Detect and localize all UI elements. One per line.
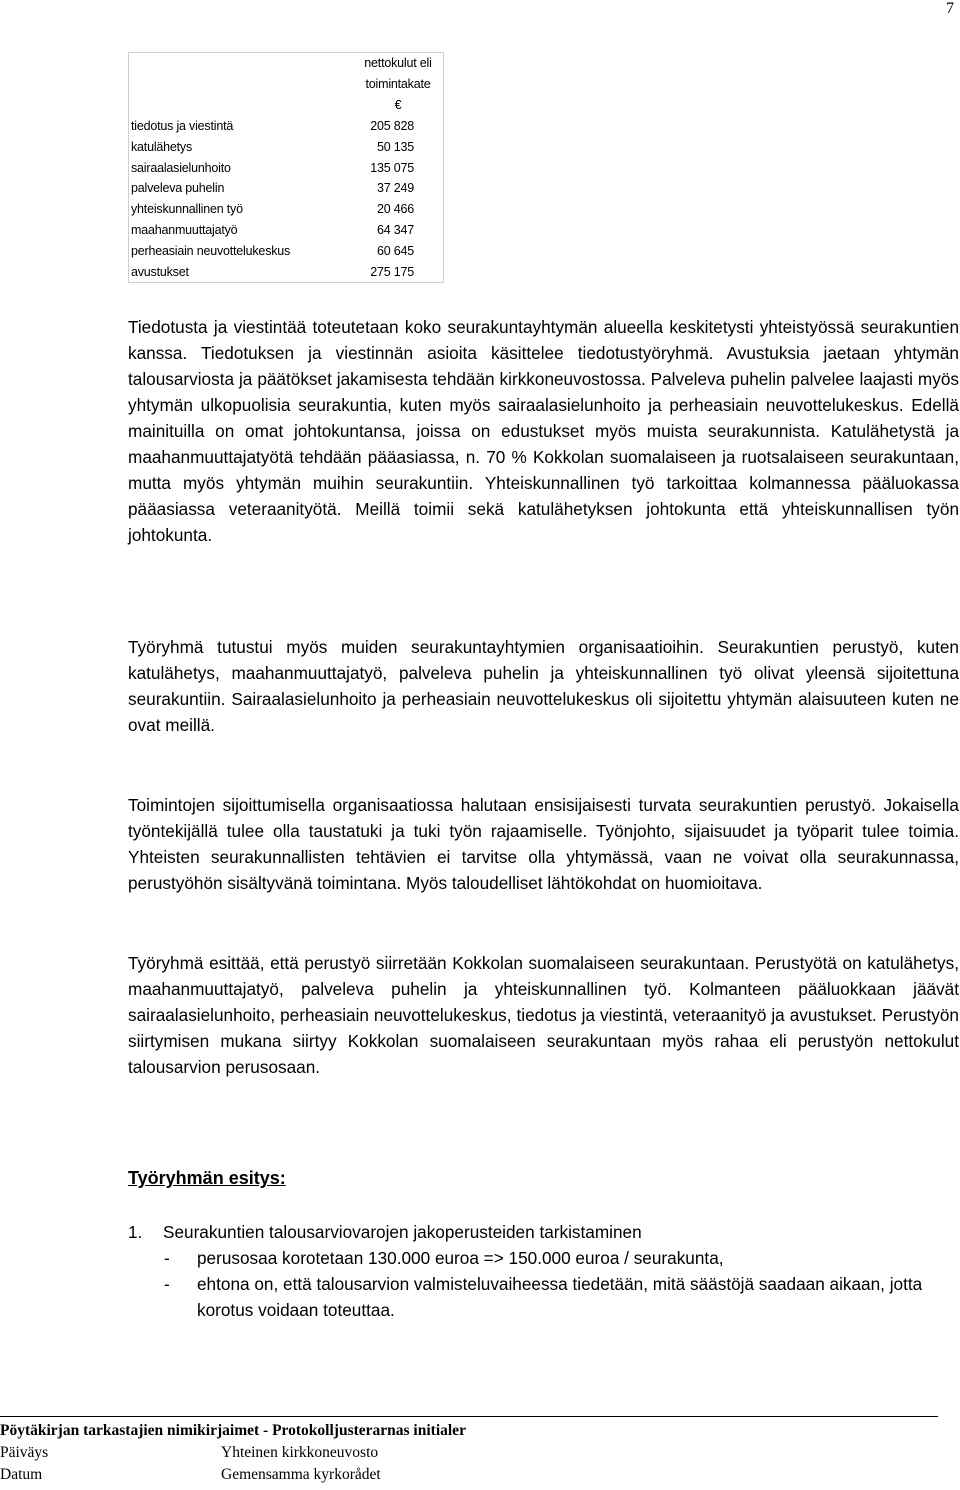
page-number: 7 xyxy=(946,0,954,17)
dash-marker: - xyxy=(164,1248,170,1268)
row-value: 205 828 xyxy=(370,119,414,133)
row-value: 135 075 xyxy=(370,160,414,175)
row-label: avustukset xyxy=(131,264,189,279)
header-line2: toimintakate xyxy=(365,77,431,91)
paragraph-tiedotus: Tiedotusta ja viestintää toteutetaan koko seurakuntayhtymän alueella keskitetysti yhteistyössä seurakuntien kanssa. Tiedotuksen ja viestinnän asioita käsittelee tiedotustyöryhmä. Avustuksia jaetaan yhtymän talousarviosta ja päätökset jakamisesta tehdään kirkkoneuvostossa. Palveleva puhelin palvelee laajasti myös yhtymän ulkopuolisia seurakuntia, kuten myös sairaalasielunhoito ja perheasiain neuvottelukeskus. Edellä mainituilla on omat johtokuntansa, joissa on edustukset myös muista seurakunnista. Katulähetystä ja maahanmuuttajatyötä tehdään pääasiassa, n. 70 % Kokkolan suomalaiseen ja ruotsalaiseen seurakuntaan, mutta myös yhtymän muihin seurakuntiin. Yhteiskunnallinen työ tarkoittaa kolmannessa pääluokassa pääasiassa veteraanityötä. Meillä toimii sekä katulähetyksen johtokunta että yhteiskunnallisen työn johtokunta. xyxy=(128,317,959,545)
row-label: perheasiain neuvottelukeskus xyxy=(131,243,291,258)
subitem-text: perusosaa korotetaan 130.000 euroa => 150.000 euroa / seurakunta, xyxy=(197,1248,724,1268)
list-subitem xyxy=(128,1245,959,1271)
row-value: 20 466 xyxy=(376,202,414,217)
dash-marker: - xyxy=(164,1274,170,1294)
row-value: 60 645 xyxy=(376,243,414,258)
list-subitem xyxy=(128,1271,959,1323)
footer-divider xyxy=(0,1416,938,1417)
table-header-row xyxy=(129,53,444,75)
row-value: 275 175 xyxy=(370,264,414,279)
footer-body-sv: Gemensamma kyrkorådet xyxy=(221,1466,381,1483)
row-label: palveleva puhelin xyxy=(131,181,225,196)
proposal-heading: Työryhmän esitys: xyxy=(128,1168,286,1188)
table-row xyxy=(129,158,444,179)
footer-date-label-sv: Datum xyxy=(0,1466,43,1483)
row-label: maahanmuuttajatyö xyxy=(131,222,238,237)
row-label: tiedotus ja viestintä xyxy=(131,119,234,133)
row-value: 50 135 xyxy=(376,139,414,154)
row-value: 64 347 xyxy=(376,222,414,237)
header-unit: € xyxy=(394,98,402,112)
paragraph-tutustui: Työryhmä tutustui myös muiden seurakuntayhtymien organisaatioihin. Seurakuntien perustyö, kuten katulähetys, maahanmuuttajatyö, palveleva puhelin ja yhteiskunnallinen työ olivat yleensä sijoitettuna seurakuntiin. Sairaalasielunhoito ja perheasiain neuvottelukeskus oli sijoitettu yhtymän alaisuuteen kuten ne ovat meillä. xyxy=(128,637,959,735)
list-item xyxy=(128,1219,959,1245)
table-row xyxy=(129,262,444,283)
footer xyxy=(0,1420,960,1486)
header-line1: nettokulut eli xyxy=(364,56,432,70)
item-number: 1. xyxy=(128,1222,143,1242)
item-text: Seurakuntien talousarviovarojen jakoperusteiden tarkistaminen xyxy=(163,1222,642,1242)
cost-table xyxy=(128,52,444,283)
subitem-text: ehtona on, että talousarvion valmisteluvaiheessa tiedetään, mitä säästöjä saadaan aikaan, jotta korotus voidaan toteuttaa. xyxy=(197,1274,923,1320)
table-row xyxy=(129,137,444,158)
table-row xyxy=(129,220,444,241)
row-label: yhteiskunnallinen työ xyxy=(131,202,243,217)
paragraph-toimintojen: Toimintojen sijoittumisella organisaatiossa halutaan ensisijaisesti turvata seurakuntien perustyö. Jokaisella työntekijällä tulee olla taustatuki ja tuki työn rajaamiselle. Työnjohto, sijaisuudet ja työparit tulee toimia. Yhteisten seurakunnallisten tehtävien ei tarvitse olla yhtymässä, vaan ne voivat olla seurakunnassa, perustyöhön sisältyvänä toimintana. Myös taloudelliset lähtökohdat on huomioitava. xyxy=(128,795,959,893)
footer-body-fi: Yhteinen kirkkoneuvosto xyxy=(221,1444,379,1461)
table-row xyxy=(129,199,444,220)
footer-title: Pöytäkirjan tarkastajien nimikirjaimet - Protokolljusterarnas initialer xyxy=(0,1422,466,1439)
table-row xyxy=(129,241,444,262)
row-label: sairaalasielunhoito xyxy=(131,160,231,175)
table-row xyxy=(129,178,444,199)
proposal-list xyxy=(128,1219,959,1323)
row-value: 37 249 xyxy=(376,181,414,196)
paragraph-esittaa: Työryhmä esittää, että perustyö siirretään Kokkolan suomalaiseen seurakuntaan. Perustyötä on katulähetys, maahanmuuttajatyö, palveleva puhelin ja yhteiskunnallinen työ. Kolmanteen pääluokkaan jäävät sairaalasielunhoito, perheasiain neuvottelukeskus, tiedotus ja viestintä, veteraanityö ja avustukset. Perustyön siirtymisen mukana siirtyy Kokkolan suomalaiseen seurakuntaan myös rahaa eli perustyön nettokulut talousarvion perusosaan. xyxy=(128,953,959,1077)
row-label: katulähetys xyxy=(131,139,193,154)
table-row xyxy=(129,116,444,137)
footer-date-label-fi: Päiväys xyxy=(0,1444,49,1461)
